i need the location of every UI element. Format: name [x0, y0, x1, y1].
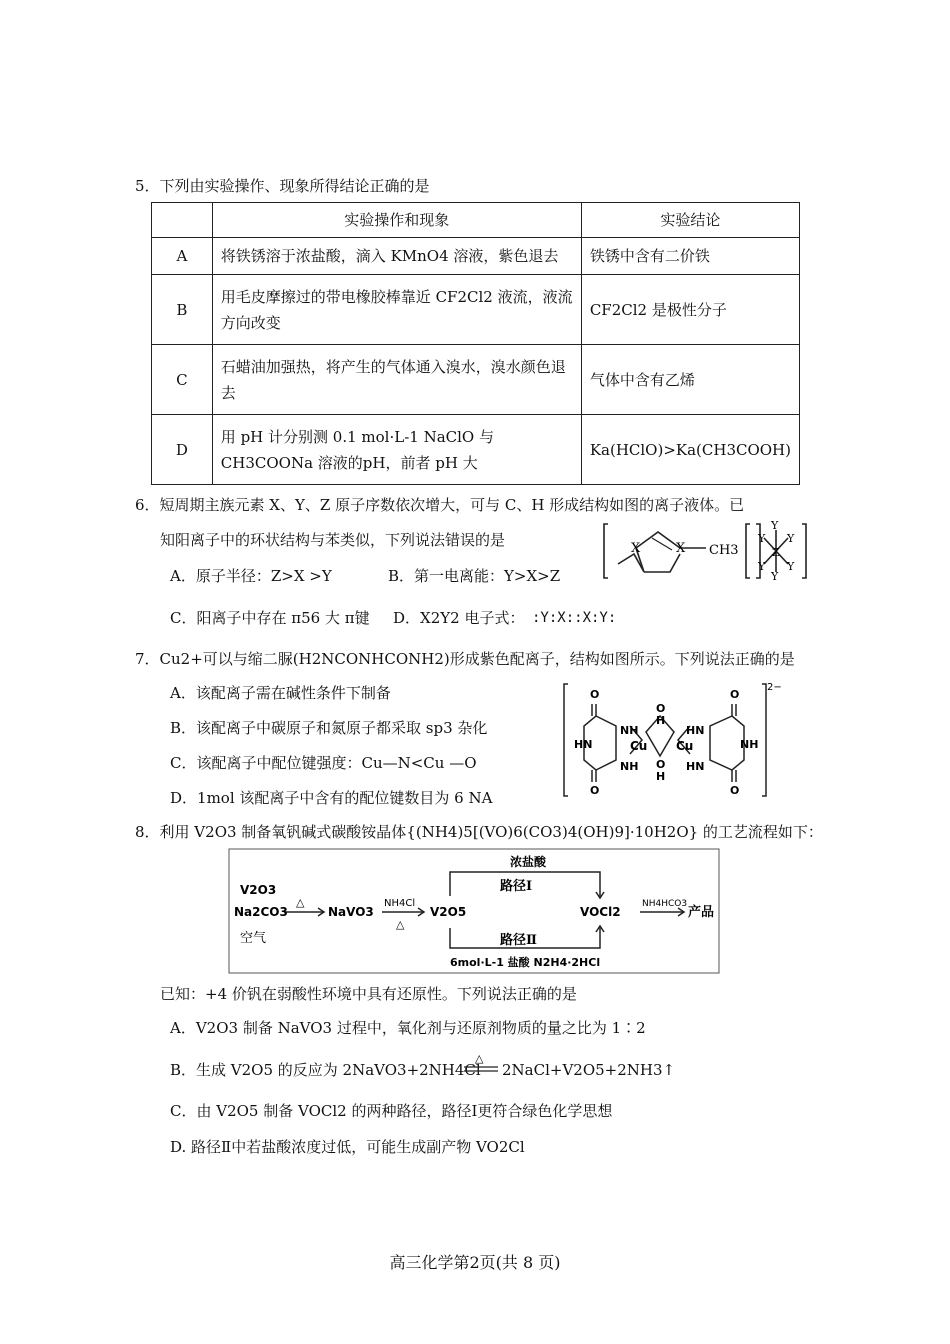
vocl2-node: VOCl2 — [580, 905, 621, 919]
row-label: B — [152, 275, 213, 345]
q6-option-a: A．原子半径：Z>X >Y — [170, 567, 332, 585]
table-header-row — [152, 203, 800, 238]
q7-option-d: D．1mol 该配离子中含有的配位键数目为 6 NA — [170, 789, 493, 807]
row-operation: 将铁锈溶于浓盐酸，滴入 KMnO4 溶液，紫色退去 — [212, 238, 581, 275]
atom-y-label: Y — [771, 570, 779, 582]
q6-electron-formula: :Y:X::X:Y: — [532, 610, 617, 626]
ionic-liquid-structure — [600, 520, 812, 582]
atom-y-label: Y — [787, 560, 795, 573]
q6-option-c: C．阳离子中存在 π56 大 π键 — [170, 609, 370, 627]
q8-stem: 8．利用 V2O3 制备氧钒碱式碳酸铵晶体{(NH4)5[(VO)6(CO3)4(OH)9]·10H2O} 的工艺流程如下： — [135, 823, 823, 841]
row-label: C — [152, 345, 213, 415]
q7-option-a: A．该配离子需在碱性条件下制备 — [170, 684, 391, 702]
nh-label: NH — [740, 738, 759, 751]
q6-stem-line2: 知阳离子中的环状结构与苯类似，下列说法错误的是 — [160, 531, 506, 549]
nh-label: NH — [620, 760, 639, 773]
table-header-cell — [152, 203, 213, 238]
methyl-label: CH3 — [709, 543, 739, 558]
hn-label: HN — [574, 738, 593, 751]
q7-stem: 7．Cu2+可以与缩二脲(H2NCONHCONH2)形成紫色配离子，结构如图所示。下列说法正确的是 — [135, 650, 795, 668]
q8-option-c: C．由 V2O5 制备 VOCl2 的两种路径，路径Ⅰ更符合绿色化学思想 — [170, 1102, 613, 1120]
heat-symbol: △ — [475, 1052, 484, 1065]
v2o5-node: V2O5 — [430, 905, 467, 919]
table-row — [152, 415, 800, 485]
path-1-label: 路径Ⅰ — [500, 879, 533, 894]
o-label: O — [656, 758, 666, 771]
heat-equals-sign — [462, 1052, 500, 1076]
heat-symbol: △ — [396, 918, 405, 931]
q7-option-c: C．该配离子中配位键强度：Cu—N<Cu —O — [170, 754, 477, 772]
row-label: D — [152, 415, 213, 485]
atom-y-label: Y — [758, 532, 766, 545]
row-conclusion: 气体中含有乙烯 — [581, 345, 799, 415]
table-row — [152, 275, 800, 345]
conc-hcl-reagent: 浓盐酸 — [510, 855, 547, 869]
heat-symbol: △ — [296, 896, 305, 909]
navo3-node: NaVO3 — [328, 905, 374, 919]
path-2-reagents: 6mol·L-1 盐酸 N2H4·2HCl — [450, 956, 601, 969]
atom-x-label: X — [631, 541, 641, 556]
q5-stem: 5．下列由实验操作、现象所得结论正确的是 — [135, 177, 430, 195]
experiment-table — [151, 202, 800, 485]
q8-option-a: A．V2O3 制备 NaVO3 过程中，氧化剂与还原剂物质的量之比为 1∶2 — [170, 1019, 646, 1037]
row-conclusion: 铁锈中含有二价铁 — [581, 238, 799, 275]
table-row — [152, 238, 800, 275]
input-air: 空气 — [240, 931, 267, 946]
q8-option-b-lhs: B．生成 V2O5 的反应为 2NaVO3+2NH4Cl — [170, 1061, 481, 1079]
q6-option-b: B．第一电离能：Y>X>Z — [388, 567, 561, 585]
h-label: H — [656, 714, 666, 727]
hn-label: HN — [686, 760, 705, 773]
process-flow-diagram — [228, 848, 720, 974]
row-operation: 用 pH 计分别测 0.1 mol·L-1 NaClO 与 CH3COONa 溶液的pH，前者 pH 大 — [212, 415, 581, 485]
atom-y-label: Y — [771, 520, 779, 532]
atom-x-label: X — [676, 541, 686, 556]
atom-z-label: Z — [772, 546, 780, 559]
q8-known-info: 已知：+4 价钒在弱酸性环境中具有还原性。下列说法正确的是 — [160, 985, 577, 1003]
atom-y-label: Y — [787, 532, 795, 545]
o-label: O — [590, 784, 600, 797]
copper-biuret-complex-structure — [560, 676, 782, 802]
q8-option-d: D. 路径Ⅱ中若盐酸浓度过低，可能生成副产物 VO2Cl — [170, 1138, 525, 1156]
path-2-label: 路径Ⅱ — [500, 933, 537, 948]
atom-y-label: Y — [758, 560, 766, 573]
q6-option-d: D．X2Y2 电子式： — [393, 609, 525, 627]
input-v2o3: V2O3 — [240, 883, 277, 897]
cu-label: Cu — [676, 739, 694, 753]
hn-label: HN — [686, 724, 705, 737]
q8-option-b-rhs: 2NaCl+V2O5+2NH3↑ — [502, 1061, 676, 1079]
o-label: O — [656, 702, 666, 715]
row-conclusion: CF2Cl2 是极性分子 — [581, 275, 799, 345]
product-node: 产品 — [688, 905, 715, 920]
table-row — [152, 345, 800, 415]
o-label: O — [730, 688, 740, 701]
row-conclusion: Ka(HClO)>Ka(CH3COOH) — [581, 415, 799, 485]
o-label: O — [730, 784, 740, 797]
charge-label: 2− — [767, 682, 782, 693]
q6-stem-line1: 6．短周期主族元素 X、Y、Z 原子序数依次增大，可与 C、H 形成结构如图的离子液体。已 — [135, 496, 745, 514]
table-header-cell: 实验操作和现象 — [212, 203, 581, 238]
cu-label: Cu — [630, 739, 648, 753]
row-operation: 石蜡油加强热，将产生的气体通入溴水，溴水颜色退去 — [212, 345, 581, 415]
nh4hco3-reagent: NH4HCO3 — [642, 899, 688, 909]
row-label: A — [152, 238, 213, 275]
o-label: O — [590, 688, 600, 701]
nh-label: NH — [620, 724, 639, 737]
page-footer: 高三化学第2页(共 8 页) — [389, 1253, 561, 1272]
row-operation: 用毛皮摩擦过的带电橡胶棒靠近 CF2Cl2 液流，液流方向改变 — [212, 275, 581, 345]
table-header-cell: 实验结论 — [581, 203, 799, 238]
q7-option-b: B．该配离子中碳原子和氮原子都采取 sp3 杂化 — [170, 719, 488, 737]
h-label: H — [656, 770, 666, 783]
input-na2co3: Na2CO3 — [234, 905, 288, 919]
nh4cl-reagent: NH4Cl — [384, 898, 416, 909]
